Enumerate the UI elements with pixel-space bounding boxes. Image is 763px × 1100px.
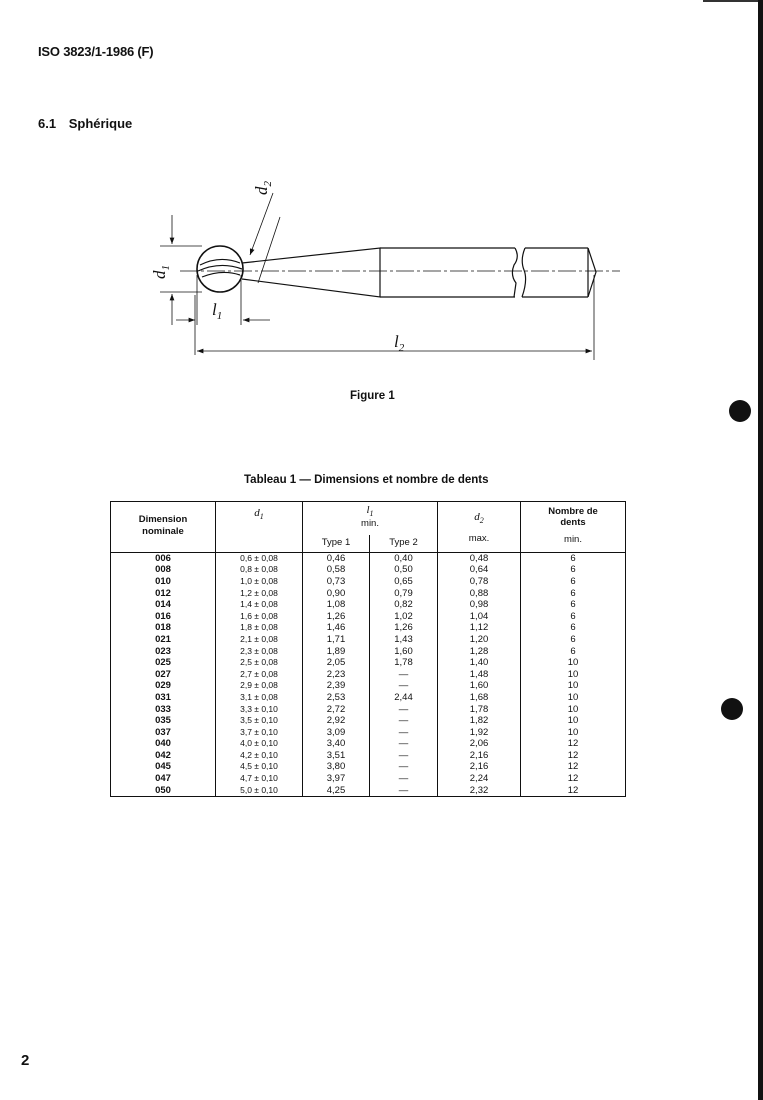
section-number: 6.1 bbox=[38, 116, 57, 131]
cell-dimension: 025 bbox=[111, 657, 216, 669]
cell-dimension: 010 bbox=[111, 576, 216, 588]
cell-l1-type2: 1,26 bbox=[370, 622, 438, 634]
cell-d2: 2,16 bbox=[438, 761, 521, 773]
cell-l1-type2: — bbox=[370, 773, 438, 785]
cell-l1-type2: 0,50 bbox=[370, 564, 438, 576]
cell-teeth: 12 bbox=[521, 761, 626, 773]
label-l2: $l_2$ bbox=[394, 332, 405, 354]
table-row bbox=[111, 727, 626, 739]
cell-dimension: 047 bbox=[111, 773, 216, 785]
cell-d2: 0,64 bbox=[438, 564, 521, 576]
table-row bbox=[111, 552, 626, 564]
cell-l1-type1: 1,89 bbox=[303, 646, 370, 658]
cell-teeth: 6 bbox=[521, 564, 626, 576]
table-row bbox=[111, 646, 626, 658]
cell-l1-type2: — bbox=[370, 715, 438, 727]
table-row bbox=[111, 622, 626, 634]
cell-d2: 1,68 bbox=[438, 692, 521, 704]
cell-l1-type2: — bbox=[370, 761, 438, 773]
cell-l1-type2: — bbox=[370, 669, 438, 681]
cell-teeth: 10 bbox=[521, 657, 626, 669]
cell-d2: 2,06 bbox=[438, 738, 521, 750]
cell-l1-type1: 1,71 bbox=[303, 634, 370, 646]
table-row bbox=[111, 715, 626, 727]
cell-dimension: 018 bbox=[111, 622, 216, 634]
cell-d2: 1,78 bbox=[438, 704, 521, 716]
page-number: 2 bbox=[21, 1052, 30, 1069]
scan-edge bbox=[758, 0, 763, 1100]
figure-caption: Figure 1 bbox=[350, 390, 395, 402]
table-row bbox=[111, 692, 626, 704]
cell-teeth: 6 bbox=[521, 599, 626, 611]
cell-dimension: 050 bbox=[111, 785, 216, 797]
cell-dimension: 008 bbox=[111, 564, 216, 576]
cell-dimension: 031 bbox=[111, 692, 216, 704]
table-row bbox=[111, 669, 626, 681]
cell-d2: 1,48 bbox=[438, 669, 521, 681]
cell-d1: 2,3 ± 0,08 bbox=[216, 646, 303, 658]
table-row bbox=[111, 750, 626, 762]
cell-teeth: 10 bbox=[521, 692, 626, 704]
cell-dimension: 023 bbox=[111, 646, 216, 658]
cell-d1: 3,3 ± 0,10 bbox=[216, 704, 303, 716]
cell-l1-type2: — bbox=[370, 680, 438, 692]
cell-l1-type1: 1,46 bbox=[303, 622, 370, 634]
cell-dimension: 042 bbox=[111, 750, 216, 762]
cell-d1: 0,6 ± 0,08 bbox=[216, 552, 303, 564]
cell-l1-type2: 1,78 bbox=[370, 657, 438, 669]
label-l1: $l_1$ bbox=[212, 300, 223, 322]
cell-d2: 0,98 bbox=[438, 599, 521, 611]
cell-dimension: 027 bbox=[111, 669, 216, 681]
cell-d1: 3,7 ± 0,10 bbox=[216, 727, 303, 739]
table-row bbox=[111, 611, 626, 623]
cell-d2: 0,48 bbox=[438, 552, 521, 564]
cell-d1: 1,0 ± 0,08 bbox=[216, 576, 303, 588]
cell-dimension: 014 bbox=[111, 599, 216, 611]
cell-d2: 0,78 bbox=[438, 576, 521, 588]
cell-l1-type1: 0,58 bbox=[303, 564, 370, 576]
table-row bbox=[111, 704, 626, 716]
cell-l1-type2: — bbox=[370, 738, 438, 750]
cell-d1: 4,2 ± 0,10 bbox=[216, 750, 303, 762]
cell-d2: 2,32 bbox=[438, 785, 521, 797]
table-row bbox=[111, 680, 626, 692]
cell-l1-type2: 0,65 bbox=[370, 576, 438, 588]
cell-teeth: 6 bbox=[521, 611, 626, 623]
cell-d2: 1,20 bbox=[438, 634, 521, 646]
cell-d1: 2,1 ± 0,08 bbox=[216, 634, 303, 646]
cell-dimension: 029 bbox=[111, 680, 216, 692]
cell-l1-type2: 1,43 bbox=[370, 634, 438, 646]
cell-d1: 5,0 ± 0,10 bbox=[216, 785, 303, 797]
cell-d1: 1,6 ± 0,08 bbox=[216, 611, 303, 623]
table-row bbox=[111, 599, 626, 611]
cell-d2: 1,40 bbox=[438, 657, 521, 669]
table-row bbox=[111, 634, 626, 646]
header-dimension: Dimension nominale bbox=[111, 502, 216, 553]
header-l1: $l_1$ min. bbox=[303, 502, 438, 536]
cell-teeth: 12 bbox=[521, 773, 626, 785]
table-caption: Tableau 1 — Dimensions et nombre de dents bbox=[244, 474, 489, 486]
table-row bbox=[111, 773, 626, 785]
cell-d1: 0,8 ± 0,08 bbox=[216, 564, 303, 576]
cell-l1-type1: 3,51 bbox=[303, 750, 370, 762]
d2-dimension bbox=[250, 193, 273, 255]
cell-d1: 2,9 ± 0,08 bbox=[216, 680, 303, 692]
cell-l1-type1: 2,92 bbox=[303, 715, 370, 727]
cell-dimension: 006 bbox=[111, 552, 216, 564]
cell-l1-type1: 4,25 bbox=[303, 785, 370, 797]
table-row bbox=[111, 564, 626, 576]
cell-dimension: 045 bbox=[111, 761, 216, 773]
cell-teeth: 12 bbox=[521, 750, 626, 762]
cell-d1: 2,5 ± 0,08 bbox=[216, 657, 303, 669]
section-heading bbox=[38, 116, 132, 131]
cell-d1: 1,2 ± 0,08 bbox=[216, 588, 303, 600]
cell-d2: 2,16 bbox=[438, 750, 521, 762]
cell-d1: 1,8 ± 0,08 bbox=[216, 622, 303, 634]
table-row bbox=[111, 738, 626, 750]
label-d2: $d_2$ bbox=[252, 181, 274, 195]
header-type1: Type 1 bbox=[303, 535, 370, 552]
section-title: Sphérique bbox=[68, 116, 133, 131]
header-d2: $d_2$ max. bbox=[438, 502, 521, 553]
cell-d2: 0,88 bbox=[438, 588, 521, 600]
top-edge-line bbox=[703, 0, 763, 2]
cell-d1: 3,5 ± 0,10 bbox=[216, 715, 303, 727]
cell-l1-type2: 1,60 bbox=[370, 646, 438, 658]
cell-d1: 1,4 ± 0,08 bbox=[216, 599, 303, 611]
cell-l1-type2: — bbox=[370, 785, 438, 797]
cell-teeth: 6 bbox=[521, 588, 626, 600]
header-teeth: Nombre de dents min. bbox=[521, 502, 626, 553]
cell-dimension: 040 bbox=[111, 738, 216, 750]
cell-l1-type1: 0,46 bbox=[303, 552, 370, 564]
cell-teeth: 6 bbox=[521, 576, 626, 588]
cell-dimension: 021 bbox=[111, 634, 216, 646]
cell-teeth: 10 bbox=[521, 704, 626, 716]
header-d1: $d_1$ bbox=[216, 502, 303, 553]
cell-d2: 1,82 bbox=[438, 715, 521, 727]
cell-l1-type1: 2,05 bbox=[303, 657, 370, 669]
cell-d1: 3,1 ± 0,08 bbox=[216, 692, 303, 704]
cell-dimension: 035 bbox=[111, 715, 216, 727]
cell-teeth: 10 bbox=[521, 727, 626, 739]
cell-l1-type2: 0,82 bbox=[370, 599, 438, 611]
cell-l1-type1: 1,08 bbox=[303, 599, 370, 611]
cell-d2: 2,24 bbox=[438, 773, 521, 785]
cell-dimension: 037 bbox=[111, 727, 216, 739]
cell-l1-type1: 3,97 bbox=[303, 773, 370, 785]
cell-d2: 1,04 bbox=[438, 611, 521, 623]
cell-teeth: 6 bbox=[521, 552, 626, 564]
cell-dimension: 012 bbox=[111, 588, 216, 600]
cell-l1-type2: — bbox=[370, 704, 438, 716]
cell-l1-type1: 2,72 bbox=[303, 704, 370, 716]
cell-dimension: 033 bbox=[111, 704, 216, 716]
cell-teeth: 6 bbox=[521, 646, 626, 658]
cell-teeth: 12 bbox=[521, 738, 626, 750]
cell-teeth: 10 bbox=[521, 669, 626, 681]
table-row bbox=[111, 588, 626, 600]
cell-d1: 4,0 ± 0,10 bbox=[216, 738, 303, 750]
standard-reference: ISO 3823/1-1986 (F) bbox=[38, 44, 154, 59]
cell-l1-type1: 2,39 bbox=[303, 680, 370, 692]
taper-neck bbox=[242, 248, 380, 297]
cell-l1-type2: 0,40 bbox=[370, 552, 438, 564]
cell-d1: 4,7 ± 0,10 bbox=[216, 773, 303, 785]
cell-l1-type2: 1,02 bbox=[370, 611, 438, 623]
cell-teeth: 6 bbox=[521, 634, 626, 646]
cell-l1-type1: 0,90 bbox=[303, 588, 370, 600]
cell-d2: 1,12 bbox=[438, 622, 521, 634]
table-row bbox=[111, 576, 626, 588]
cell-l1-type2: — bbox=[370, 750, 438, 762]
cell-l1-type1: 0,73 bbox=[303, 576, 370, 588]
table-row bbox=[111, 761, 626, 773]
cell-dimension: 016 bbox=[111, 611, 216, 623]
cell-l1-type2: 2,44 bbox=[370, 692, 438, 704]
cell-d1: 4,5 ± 0,10 bbox=[216, 761, 303, 773]
cell-d2: 1,28 bbox=[438, 646, 521, 658]
table-row bbox=[111, 785, 626, 797]
cell-d2: 1,92 bbox=[438, 727, 521, 739]
cell-l1-type1: 3,09 bbox=[303, 727, 370, 739]
cell-l1-type2: 0,79 bbox=[370, 588, 438, 600]
cell-teeth: 12 bbox=[521, 785, 626, 797]
cell-teeth: 6 bbox=[521, 622, 626, 634]
table-row bbox=[111, 657, 626, 669]
label-d1: $d_1$ bbox=[150, 265, 172, 279]
cell-teeth: 10 bbox=[521, 715, 626, 727]
cell-d1: 2,7 ± 0,08 bbox=[216, 669, 303, 681]
cell-d2: 1,60 bbox=[438, 680, 521, 692]
cell-teeth: 10 bbox=[521, 680, 626, 692]
cell-l1-type1: 1,26 bbox=[303, 611, 370, 623]
punch-hole-mark bbox=[729, 400, 751, 422]
bur-drawing bbox=[140, 165, 640, 365]
cell-l1-type2: — bbox=[370, 727, 438, 739]
dimensions-table bbox=[110, 501, 626, 797]
cell-l1-type1: 3,80 bbox=[303, 761, 370, 773]
header-type2: Type 2 bbox=[370, 535, 438, 552]
cell-l1-type1: 3,40 bbox=[303, 738, 370, 750]
cell-l1-type1: 2,23 bbox=[303, 669, 370, 681]
punch-hole-mark bbox=[721, 698, 743, 720]
cell-l1-type1: 2,53 bbox=[303, 692, 370, 704]
